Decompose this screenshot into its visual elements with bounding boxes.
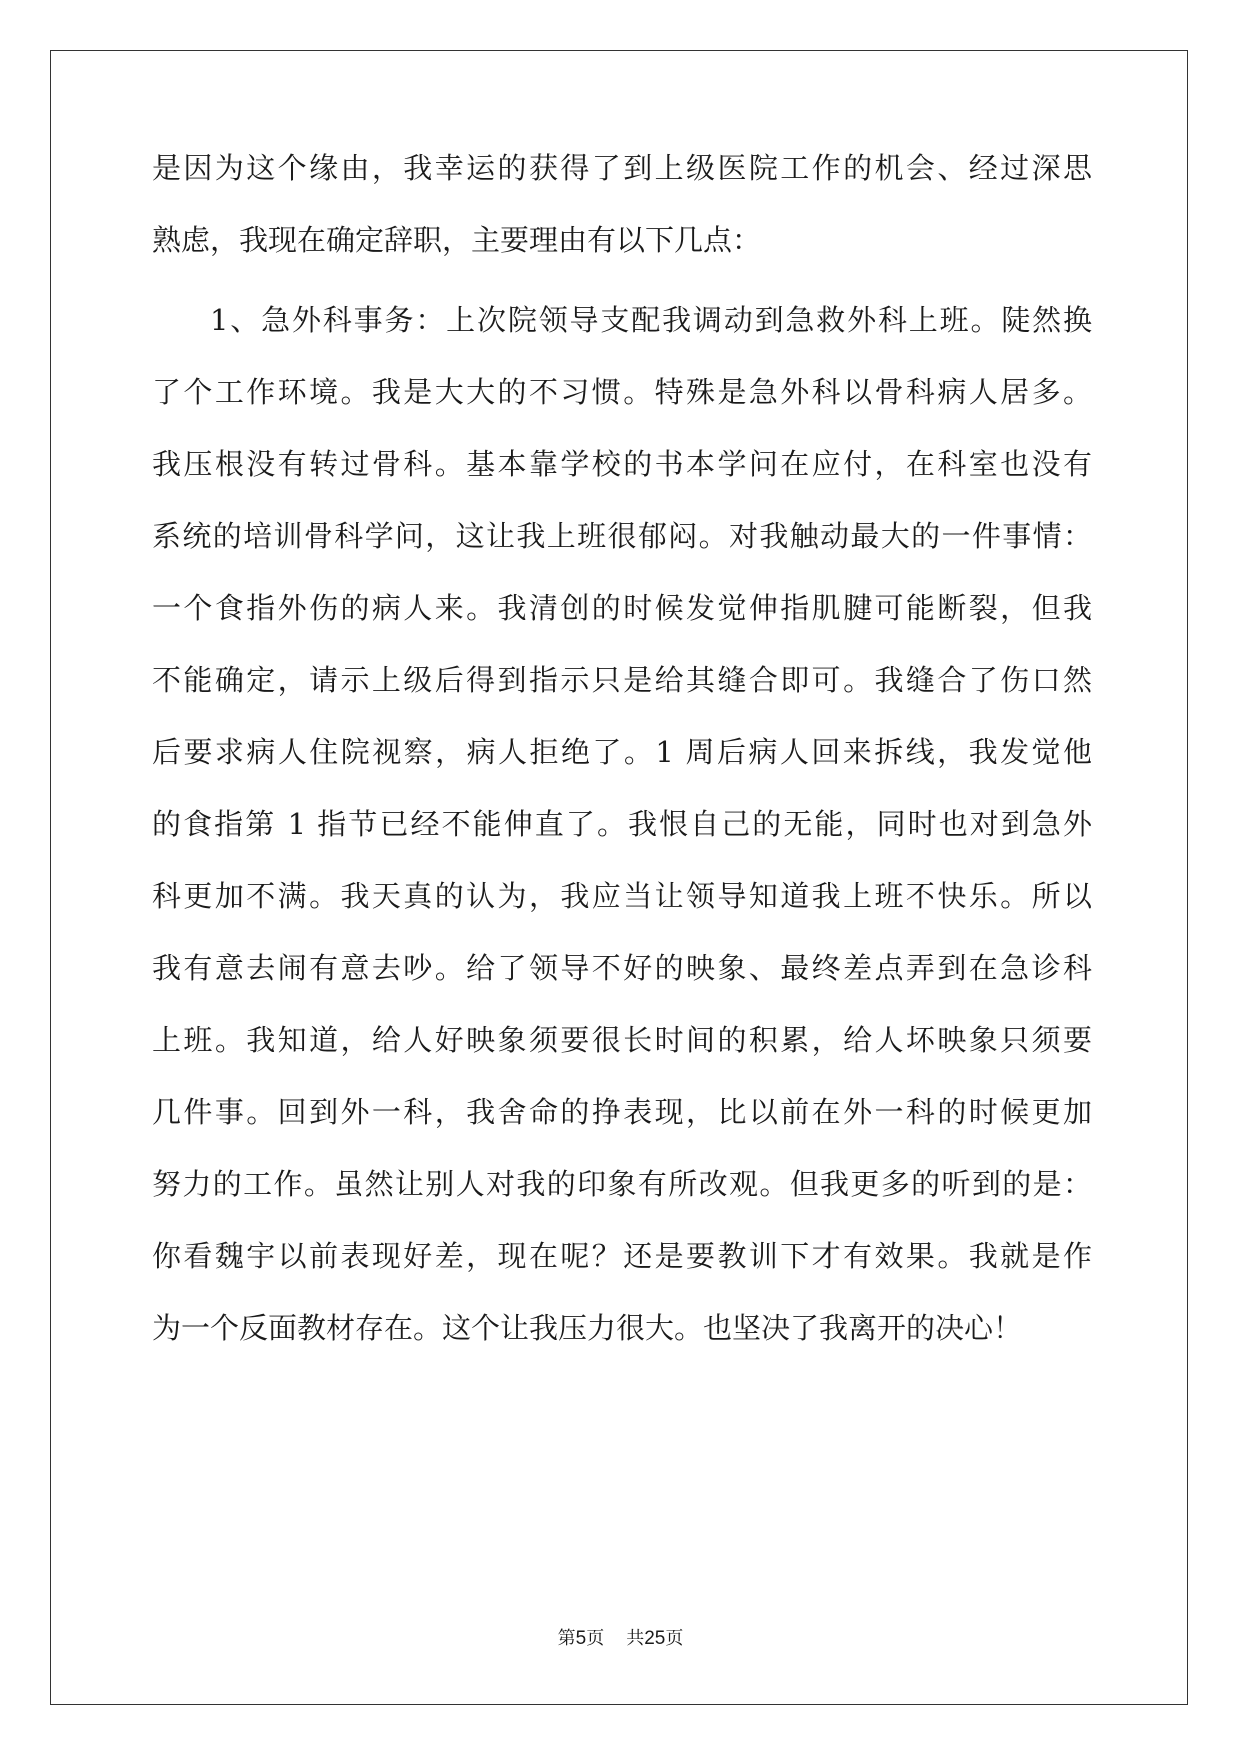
text-line: 后要求病人住院视察，病人拒绝了。1 周后病人回来拆线，我发觉他	[152, 735, 1092, 769]
text-line: 的食指第 1 指节已经不能伸直了。我恨自己的无能，同时也对到急外	[152, 807, 1092, 841]
text-line: 了个工作环境。我是大大的不习惯。特殊是急外科以骨科病人居多。	[152, 375, 1092, 409]
text-line: 1、急外科事务：上次院领导支配我调动到急救外科上班。陡然换	[210, 303, 1092, 337]
page-total: 25	[644, 1628, 666, 1649]
text-line: 几件事。回到外一科，我舍命的挣表现，比以前在外一科的时候更加	[152, 1095, 1092, 1129]
text-line: 我有意去闹有意去吵。给了领导不好的映象、最终差点弄到在急诊科	[152, 951, 1092, 985]
page-prefix: 第	[557, 1628, 576, 1649]
text-line: 是因为这个缘由，我幸运的获得了到上级医院工作的机会、经过深思	[152, 151, 1092, 185]
text-line: 你看魏宇以前表现好差，现在呢？还是要教训下才有效果。我就是作	[152, 1239, 1092, 1273]
text-line: 我压根没有转过骨科。基本靠学校的书本学问在应付，在科室也没有	[152, 447, 1092, 481]
text-line: 熟虑，我现在确定辞职，主要理由有以下几点：	[152, 223, 762, 257]
total-prefix: 共	[626, 1628, 645, 1649]
text-line: 科更加不满。我天真的认为，我应当让领导知道我上班不快乐。所以	[152, 879, 1092, 913]
text-line: 努力的工作。虽然让别人对我的印象有所改观。但我更多的听到的是：	[152, 1167, 1092, 1201]
page-current: 5	[575, 1628, 587, 1649]
page-footer	[0, 1624, 1241, 1650]
text-line: 为一个反面教材存在。这个让我压力很大。也坚决了我离开的决心！	[152, 1311, 1023, 1345]
text-line: 系统的培训骨科学问，这让我上班很郁闷。对我触动最大的一件事情：	[152, 519, 1092, 553]
text-line: 不能确定，请示上级后得到指示只是给其缝合即可。我缝合了伤口然	[152, 663, 1092, 697]
page-suffix: 页	[586, 1628, 605, 1649]
text-line: 一个食指外伤的病人来。我清创的时候发觉伸指肌腱可能断裂，但我	[152, 591, 1092, 625]
total-suffix: 页	[665, 1628, 684, 1649]
text-line: 上班。我知道，给人好映象须要很长时间的积累，给人坏映象只须要	[152, 1023, 1092, 1057]
